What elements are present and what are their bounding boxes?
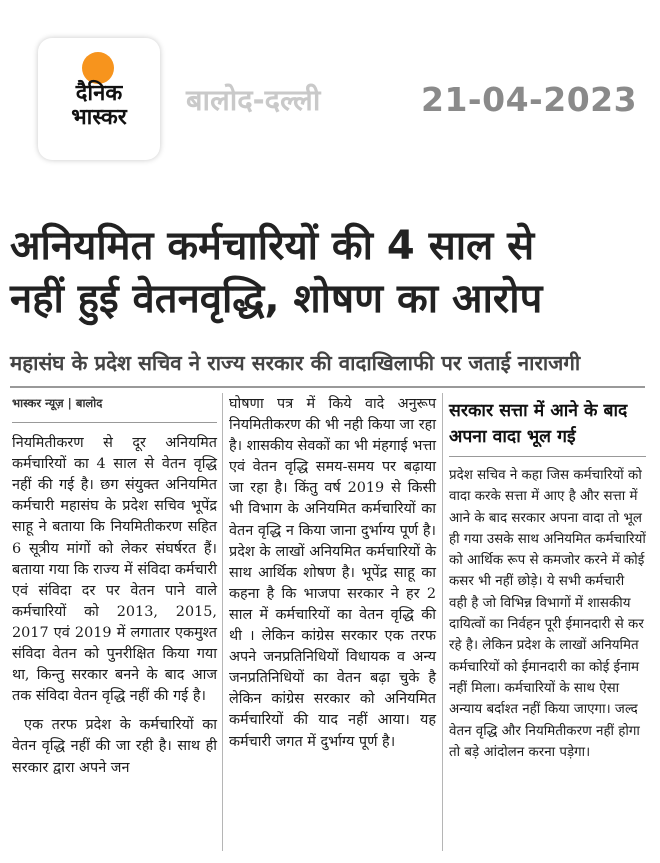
newspaper-header [0,0,660,175]
section-divider [449,456,646,457]
article-column-2 [229,394,436,753]
edition-place: बालोद-दल्ली [186,83,321,117]
byline-divider [12,422,217,423]
column-divider [442,393,443,851]
paragraph: प्रदेश सचिव ने कहा जिस कर्मचारियों को वादा करके सत्ता में आए है और सत्ता में आने के बाद सरकार अपना वादा तो भूल ही गया उसके साथ अनियमित कर्मचारियों को आर्थिक रूप से कमजोर करने में कोई कसर भी नहीं छोड़े। ये सभी कर्मचारी वही है जो विभिन्न विभागों में शासकीय दायित्वों का निर्वहन पूरी ईमानदारी से कर रहे है। लेकिन प्रदेश के लाखों अनियमित कर्मचारियों को ईमानदारी का कोई ईनाम नहीं मिला। कर्मचारियों के साथ ऐसा अन्याय बर्दाश्त नहीं किया जाएगा। जल्द वेतन वृद्धि और नियमितीकरण नहीं होगा तो बड़े आंदोलन करना पड़ेगा। [449,468,646,760]
logo-line-2: भास्कर [71,105,127,130]
dainik-bhaskar-logo [38,38,160,160]
headline-line-2: नहीं हुई वेतनवृद्धि, शोषण का आरोप [10,276,543,322]
byline: भास्कर न्यूज़ | बालोद [12,396,103,410]
article-column-1 [12,393,217,779]
logo-line-1: दैनिक [75,81,123,106]
headline-line-1: अनियमित कर्मचारियों की 4 साल से [10,223,535,269]
headline-divider [10,386,645,388]
paragraph: नियमितीकरण से दूर अनियमित कर्मचारियों का 4 साल से वेतन वृद्धि नहीं की गई है। छग संयुक्त अनियमित कर्मचारी महासंघ के प्रदेश सचिव भूपेंद्र साहू ने बताया कि नियमितीकरण सहित 6 सूत्रीय मांगों को लेकर संघर्षरत हैं। बताया गया कि राज्य में संविदा कर्मचारी एवं संविदा दर पर वेतन पाने वाले कर्मचारियों को 2013, 2015, 2017 एवं 2019 में लगातार एकमुश्त संविदा वेतन को पुनरीक्षित किया गया था, किन्तु सरकार बनने के बाद आज तक संविदा वेतन वृद्धि नहीं की गई है। [12,435,217,705]
column-divider [222,393,223,851]
logo-wordmark [48,82,150,130]
article-subheadline: महासंघ के प्रदेश सचिव ने राज्य सरकार की वादाखिलाफी पर जताई नाराजगी [10,351,581,375]
edition-date: 21-04-2023 [421,80,638,119]
section-heading: सरकार सत्ता में आने के बाद अपना वादा भूल गई [449,401,628,447]
article-column-3 [449,398,646,763]
sun-icon [82,52,114,84]
article-headline [10,220,650,326]
paragraph: घोषणा पत्र में किये वादे अनुरूप नियमितीकरण की भी नही किया जा रहा है। शासकीय सेवकों का भी मंहगाई भत्ता एवं वेतन वृद्धि समय-समय पर बढ़ाया जा रहा है। किंतु वर्ष 2019 से किसी भी विभाग के अनियमित कर्मचारियों का वेतन वृद्धि न किया जाना दुर्भाग्य पूर्ण है। प्रदेश के लाखों अनियमित कर्मचारियों के साथ आर्थिक शोषण है। भूपेंद्र साहू का कहना है कि भाजपा सरकार ने हर 2 साल में कर्मचारियों का वेतन वृद्धि की थी । लेकिन कांग्रेस सरकार एक तरफ अपने जनप्रतिनिधियों विधायक व अन्य जनप्रतिनिधियों का वेतन बढ़ा चुके है लेकिन कांग्रेस सरकार को अनियमित कर्मचारियों की याद नहीं आया। यह कर्मचारी जगत में दुर्भाग्य पूर्ण है। [229,396,436,750]
paragraph: एक तरफ प्रदेश के कर्मचारियों का वेतन वृद्धि नहीं की जा रही है। साथ ही सरकार द्वारा अपने जन [12,717,217,776]
